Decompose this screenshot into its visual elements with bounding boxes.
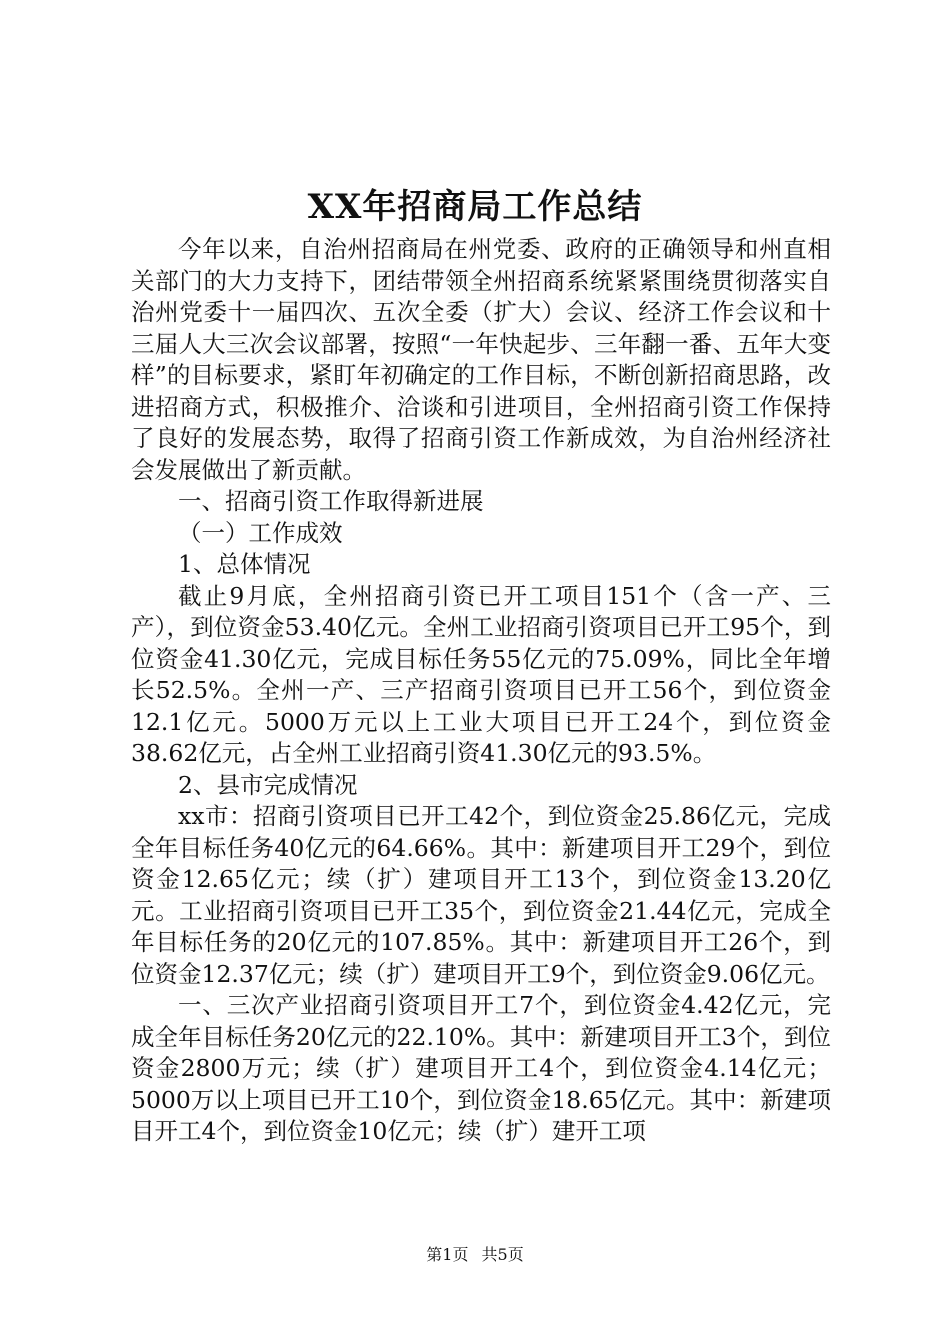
page-number: 第1页 xyxy=(426,1245,469,1264)
paragraph-industries: 一、三次产业招商引资项目开工7个，到位资金4.42亿元，完成全年目标任务20亿元的22.10%。其中：新建项目开工3个，到位资金2800万元；续（扩）建项目开工4个，到位资金4.14亿元；5000万以上项目已开工10个，到位资金18.65亿元。其中：新建项目开工4个，到位资金10亿元；续（扩）建开工项 xyxy=(131,991,831,1145)
heading-section-1: 一、招商引资工作取得新进展 xyxy=(178,487,484,515)
page-total: 共5页 xyxy=(481,1245,524,1264)
heading-overall: 1、总体情况 xyxy=(178,550,311,578)
heading-subsection-1: （一）工作成效 xyxy=(178,518,343,547)
paragraph-overall: 截止9月底，全州招商引资已开工项目151个（含一产、三产），到位资金53.40亿元。全州工业招商引资项目已开工95个，到位资金41.30亿元，完成目标任务55亿元的75.09%，同比全年增长52.5%。全州一产、三产招商引资项目已开工56个，到位资金12.1亿元。5000万元以上工业大项目已开工24个，到位资金38.62亿元，占全州工业招商引资41.30亿元的93.5%。 xyxy=(131,581,831,767)
heading-county-city: 2、县市完成情况 xyxy=(178,770,358,799)
paragraph-city: xx市：招商引资项目已开工42个，到位资金25.86亿元，完成全年目标任务40亿元的64.66%。其中：新建项目开工29个，到位资金12.65亿元；续（扩）建项目开工13个，到位资金13.20亿元。工业招商引资项目已开工35个，到位资金21.44亿元，完成全年目标任务的20亿元的107.85%。其中：新建项目开工26个，到位资金12.37亿元；续（扩）建项目开工9个，到位资金9.06亿元。 xyxy=(131,802,831,988)
page-footer xyxy=(0,1245,950,1265)
paragraph-intro: 今年以来，自治州招商局在州党委、政府的正确领导和州直相关部门的大力支持下，团结带领全州招商系统紧紧围绕贯彻落实自治州党委十一届四次、五次全委（扩大）会议、经济工作会议和十三届人大三次会议部署，按照“一年快起步、三年翻一番、五年大变样”的目标要求，紧盯年初确定的工作目标，不断创新招商思路，改进招商方式，积极推介、洽谈和引进项目，全州招商引资工作保持了良好的发展态势，取得了招商引资工作新成效，为自治州经济社会发展做出了新贡献。 xyxy=(131,235,831,484)
document-body xyxy=(131,234,831,1148)
document-title: XX年招商局工作总结 xyxy=(307,187,643,227)
